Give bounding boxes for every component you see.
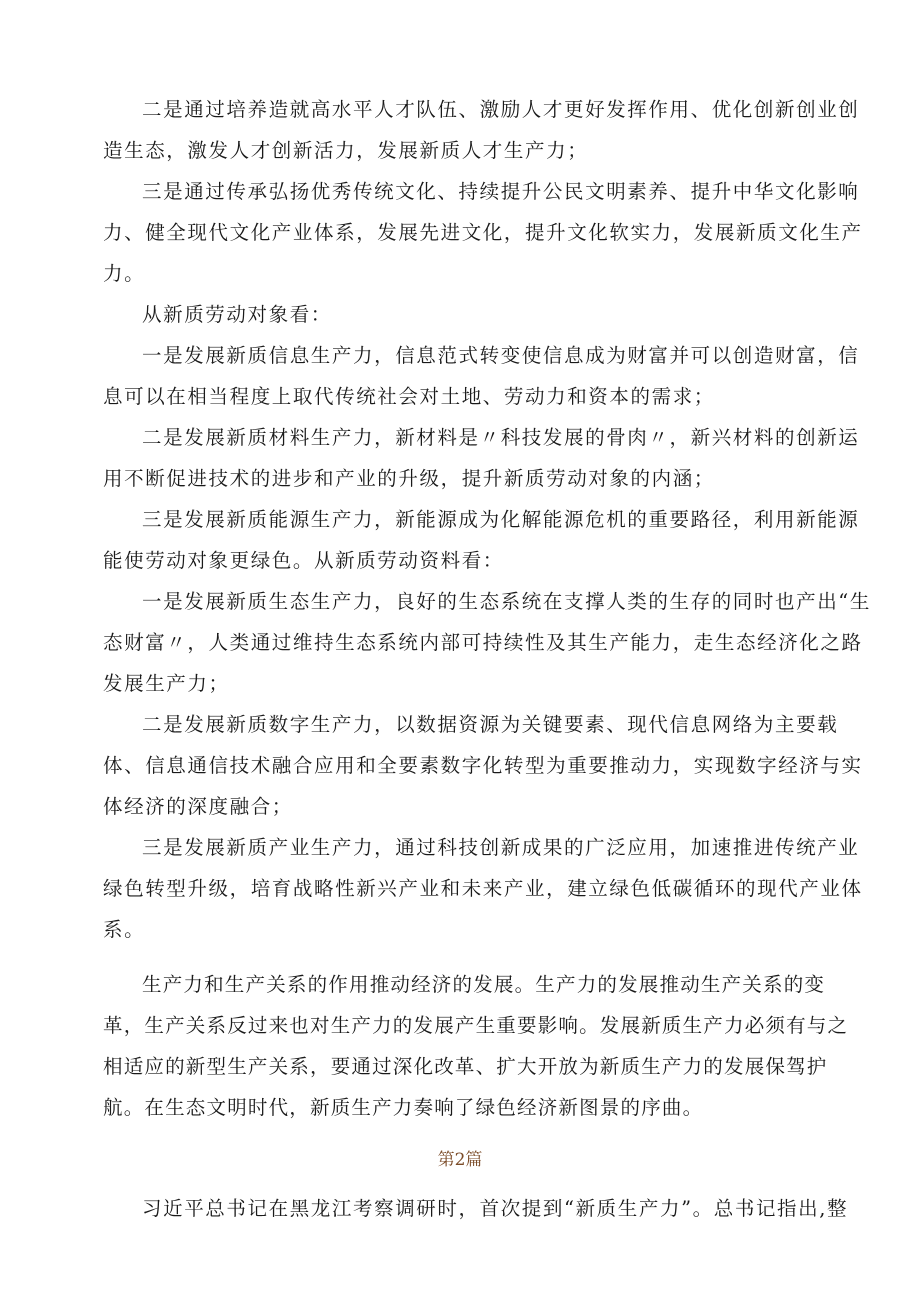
section-heading: 第2篇 <box>437 1150 483 1170</box>
paragraph-information: 一是发展新质信息生产力，信息范式转变使信息成为财富并可以创造财富，信息可以在相当程度上取代传统社会对土地、劳动力和资本的需求； <box>103 344 860 408</box>
paragraph-energy: 三是发展新质能源生产力，新能源成为化解能源危机的重要路径，利用新能源能使劳动对象更绿色。从新质劳动资料看： <box>103 508 860 572</box>
paragraph-digital: 二是发展新质数字生产力，以数据资源为关键要素、现代信息网络为主要载体、信息通信技术融合应用和全要素数字化转型为重要推动力，实现数字经济与实体经济的深度融合； <box>103 713 863 818</box>
paragraph-intro: 习近平总书记在黑龙江考察调研时，首次提到“新质生产力”。总书记指出,整 <box>142 1197 849 1220</box>
paragraph-labor-object-heading: 从新质劳动对象看： <box>142 303 332 326</box>
paragraph-ecology: 一是发展新质生态生产力，良好的生态系统在支撑人类的生存的同时也产出“生态财富〃，人类通过维持生态系统内部可持续性及其生产能力，走生态经济化之路发展生产力； <box>103 590 871 695</box>
paragraph-summary: 生产力和生产关系的作用推动经济的发展。生产力的发展推动生产关系的变革，生产关系反过来也对生产力的发展产生重要影响。发展新质生产力必须有与之相适应的新型生产关系，要通过深化改革、扩大开放为新质生产力的发展保驾护航。在生态文明时代，新质生产力奏响了绿色经济新图景的序曲。 <box>103 973 849 1119</box>
paragraph-industry: 三是发展新质产业生产力，通过科技创新成果的广泛应用，加速推进传统产业绿色转型升级，培育战略性新兴产业和未来产业，建立绿色低碳循环的现代产业体系。 <box>103 836 863 941</box>
paragraph-culture: 三是通过传承弘扬优秀传统文化、持续提升公民文明素养、提升中华文化影响力、健全现代文化产业体系，发展先进文化，提升文化软实力，发展新质文化生产力。 <box>103 180 863 285</box>
paragraph-talent: 二是通过培养造就高水平人才队伍、激励人才更好发挥作用、优化创新创业创造生态，激发人才创新活力，发展新质人才生产力； <box>103 98 860 162</box>
paragraph-materials: 二是发展新质材料生产力，新材料是〃科技发展的骨肉〃，新兴材料的创新运用不断促进技术的进步和产业的升级，提升新质劳动对象的内涵； <box>103 426 860 490</box>
